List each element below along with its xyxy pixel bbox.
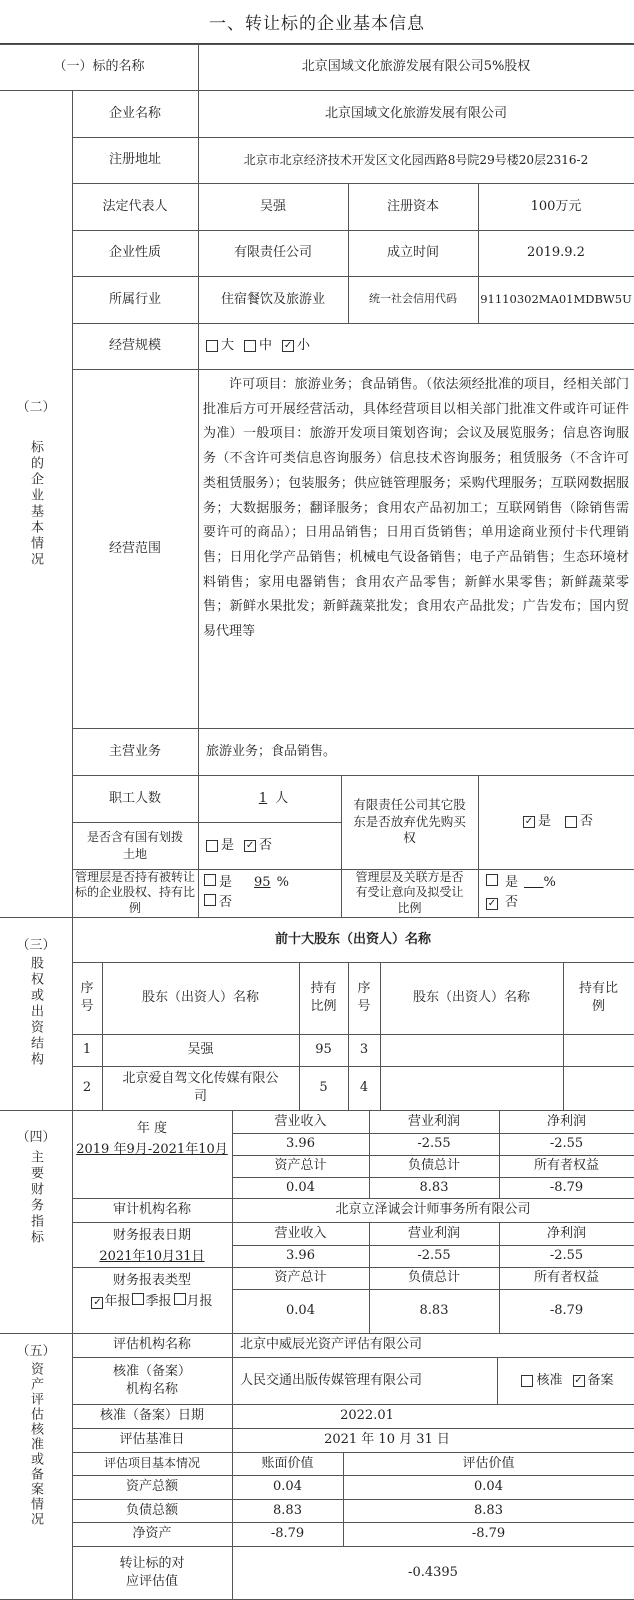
s3-number: （三） [16, 938, 56, 953]
liab-label-2: 负债总计 [407, 1270, 460, 1286]
mgmt-hold-options: 是 95 % 否 [202, 873, 341, 913]
s5-vertical-label: 资产评估核准或备案情况 [28, 1362, 43, 1527]
s2-vertical-label: 标的企业基本情况 [28, 440, 43, 568]
eval-liab-label: 负债总额 [125, 1502, 178, 1518]
audit-org: 北京立泽诚会计师事务所有限公司 [335, 1202, 531, 1218]
mgmt-intent-options: 是 % ✓ 否 [487, 875, 556, 910]
eval-org: 北京中威辰光资产评估有限公司 [240, 1337, 423, 1353]
checkbox-large[interactable] [206, 340, 218, 352]
s3-vertical-label: 股权或出资结构 [28, 956, 43, 1068]
eval-net-eval: -8.79 [471, 1526, 506, 1542]
mgmt-intent-label: 管理层及关联方是否有受让意向及拟受让比例 [355, 869, 464, 915]
est-date: 2019.9.2 [527, 245, 585, 261]
est-label: 成立时间 [386, 245, 439, 261]
checkbox-land-no[interactable]: ✓ [245, 839, 255, 851]
liab-label: 负债总计 [407, 1158, 460, 1174]
company-name: 北京国域文化旅游发展有限公司 [324, 105, 507, 121]
eval-assets-eval: 0.04 [474, 1479, 503, 1495]
assets-label: 资产总计 [274, 1158, 327, 1174]
net-profit-label-2: 净利润 [546, 1225, 586, 1241]
col-no-2: 序号 [357, 981, 371, 1014]
approve-options: 核准 ✓ 备案 [497, 1357, 634, 1404]
nature: 有限责任公司 [233, 245, 312, 261]
op-profit-value-2: -2.55 [417, 1248, 451, 1264]
col-ratio: 持有比例 [310, 981, 337, 1014]
scale-options: 大 中 ✓ 小 [198, 323, 634, 369]
report-type: 财务报表类型 ✓ 年报 季报 月报 [93, 1273, 213, 1309]
equity-label-2: 所有者权益 [533, 1270, 599, 1286]
col-no: 序号 [80, 981, 94, 1014]
address: 北京市北京经济技术开发区文化园西路8号院29号楼20层2316-2 [243, 152, 589, 167]
base-date-label: 评估基准日 [119, 1432, 185, 1448]
waive-label: 有限责任公司其它股东是否放弃优先购买权 [353, 796, 466, 846]
legal-rep: 吴强 [259, 198, 286, 214]
staff-label: 职工人数 [108, 790, 161, 806]
net-profit-value: -2.55 [549, 1136, 584, 1152]
base-date: 2021 年 10 月 31 日 [324, 1432, 450, 1448]
address-label: 注册地址 [108, 152, 161, 168]
credit-code-label: 统一社会信用代码 [369, 292, 457, 306]
table-row-name: 吴强 [187, 1042, 214, 1058]
table-row-no-2: 3 [359, 1042, 369, 1058]
col-ratio-2: 持有比例 [579, 981, 619, 1014]
revenue-label-2: 营业收入 [274, 1225, 327, 1241]
target-eval-value: -0.4395 [408, 1564, 458, 1580]
table-row-name: 北京爱自驾文化传媒有限公司 [122, 1071, 279, 1104]
col-name: 股东（出资人）名称 [141, 990, 259, 1006]
land-label: 是否含有国有划拨土地 [86, 830, 183, 861]
eval-assets-book: 0.04 [273, 1479, 302, 1495]
approve-org: 人民交通出版传媒管理有限公司 [240, 1372, 423, 1388]
audit-label: 审计机构名称 [112, 1202, 191, 1218]
approve-date-label: 核准（备案）日期 [99, 1408, 204, 1424]
checkbox-record[interactable]: ✓ [574, 1374, 583, 1386]
checkbox-small-checked[interactable]: ✓ [283, 340, 293, 351]
checkbox-land-yes[interactable] [206, 840, 218, 852]
shareholders-heading: 前十大股东（出资人）名称 [274, 931, 431, 947]
legal-rep-label: 法定代表人 [102, 198, 168, 214]
book-value-label: 账面价值 [261, 1455, 314, 1471]
main-business: 旅游业务；食品销售。 [206, 743, 337, 759]
op-profit-value: -2.55 [417, 1136, 451, 1152]
fiscal-year: 年 度 2019 年9月-2021年10月 [76, 1121, 228, 1157]
checkbox-mgmt-yes[interactable] [204, 874, 216, 886]
scale-label: 经营规模 [108, 338, 161, 354]
s2-number: （二） [16, 400, 56, 415]
checkbox-mgmt-no[interactable] [204, 894, 216, 906]
s5-number: （五） [16, 1344, 56, 1359]
op-profit-label-2: 营业利润 [407, 1225, 460, 1241]
eval-liab-book: 8.83 [273, 1502, 302, 1518]
net-profit-label: 净利润 [546, 1113, 586, 1129]
checkbox-intent-no[interactable]: ✓ [487, 898, 497, 909]
revenue-label: 营业收入 [274, 1113, 327, 1129]
approve-org-label: 核准（备案）机构名称 [112, 1363, 191, 1397]
table-row-no-2: 4 [359, 1080, 369, 1096]
page-title: 一、转让标的企业基本信息 [0, 0, 634, 44]
liab-value: 8.83 [419, 1179, 449, 1195]
reg-capital: 100万元 [530, 198, 582, 214]
company-name-label: 企业名称 [108, 105, 161, 121]
waive-options: ✓ 是 否 [524, 814, 594, 830]
reg-capital-label: 注册资本 [386, 198, 439, 214]
land-options: 是 ✓ 否 [198, 822, 341, 869]
checkbox-monthly[interactable] [174, 1293, 186, 1305]
staff-count: 1 人 [258, 790, 289, 806]
equity-value: -8.79 [549, 1179, 584, 1195]
approve-date: 2022.01 [340, 1408, 394, 1424]
table-row-no: 2 [82, 1080, 92, 1096]
net-profit-value-2: -2.55 [549, 1248, 584, 1264]
credit-code: 91110302MA01MDBW5U [480, 291, 632, 306]
industry: 住宿餐饮及旅游业 [220, 291, 325, 307]
table-row-ratio: 95 [315, 1042, 332, 1058]
revenue-value: 3.96 [286, 1136, 315, 1152]
s4-number: （四） [16, 1130, 56, 1145]
op-profit-label: 营业利润 [407, 1113, 460, 1129]
checkbox-quarterly[interactable] [132, 1293, 144, 1305]
checkbox-waive-no[interactable] [565, 816, 577, 828]
assets-label-2: 资产总计 [274, 1270, 327, 1286]
scope-label: 经营范围 [108, 540, 161, 556]
table-row-ratio: 5 [319, 1080, 328, 1096]
assets-value: 0.04 [286, 1179, 315, 1195]
table-row-no: 1 [82, 1042, 92, 1058]
eval-org-label: 评估机构名称 [112, 1337, 191, 1353]
checkbox-annual[interactable]: ✓ [93, 1297, 102, 1308]
checkbox-approve[interactable] [521, 1375, 533, 1387]
checkbox-medium[interactable] [244, 340, 256, 352]
s4-vertical-label: 主要财务指标 [28, 1150, 43, 1246]
main-biz-label: 主营业务 [108, 743, 161, 759]
items-label: 评估项目基本情况 [103, 1456, 200, 1471]
eval-liab-eval: 8.83 [474, 1502, 503, 1518]
assets-value-2: 0.04 [286, 1303, 315, 1319]
equity-value-2: -8.79 [549, 1303, 584, 1319]
target-name: 北京国域文化旅游发展有限公司5%股权 [301, 59, 531, 75]
business-scope: 许可项目：旅游业务；食品销售。（依法须经批准的项目，经相关部门批准后方可开展经营活动，具体经营项目以相关部门批准文件或许可证件为准）一般项目：旅游开发项目策划咨询；会议及展览服务；信息咨询服务（不含许可类信息咨询服务）信息技术咨询服务；租赁服务（不含许可类租赁服务）；包装服务；供应链管理服务；采购代理服务；互联网数据服务；大数据服务；翻译服务；食用农产品初加工；互联网销售（除销售需要许可的商品）；日用品销售；日用百货销售；单用途商业预付卡代理销售；日用化学产品销售；机械电气设备销售；电子产品销售；生态环境材料销售；家用电器销售；食用农产品零售；新鲜水果零售；新鲜蔬菜零售；新鲜水果批发；新鲜蔬菜批发；食用农产品批发；广告发布；国内贸易代理等 [203, 377, 629, 640]
eval-assets-label: 资产总额 [125, 1479, 178, 1495]
liab-value-2: 8.83 [419, 1303, 449, 1319]
report-date: 财务报表日期 2021年10月31日 [99, 1228, 205, 1264]
nature-label: 企业性质 [108, 245, 161, 261]
mgmt-hold-label: 管理层是否持有被转让标的企业股权、持有比例 [74, 869, 195, 915]
eval-value-label: 评估价值 [462, 1455, 515, 1471]
checkbox-waive-yes[interactable]: ✓ [524, 816, 534, 827]
target-eval-label: 转让标的对应评估值 [119, 1555, 185, 1589]
eval-net-book: -8.79 [270, 1526, 305, 1542]
revenue-value-2: 3.96 [286, 1248, 315, 1264]
col-name-2: 股东（出资人）名称 [412, 990, 530, 1006]
s1-label: （一）标的名称 [53, 59, 145, 75]
checkbox-intent-yes[interactable] [486, 874, 498, 886]
eval-net-label: 净资产 [132, 1526, 172, 1542]
industry-label: 所属行业 [108, 291, 161, 307]
equity-label: 所有者权益 [533, 1158, 599, 1174]
